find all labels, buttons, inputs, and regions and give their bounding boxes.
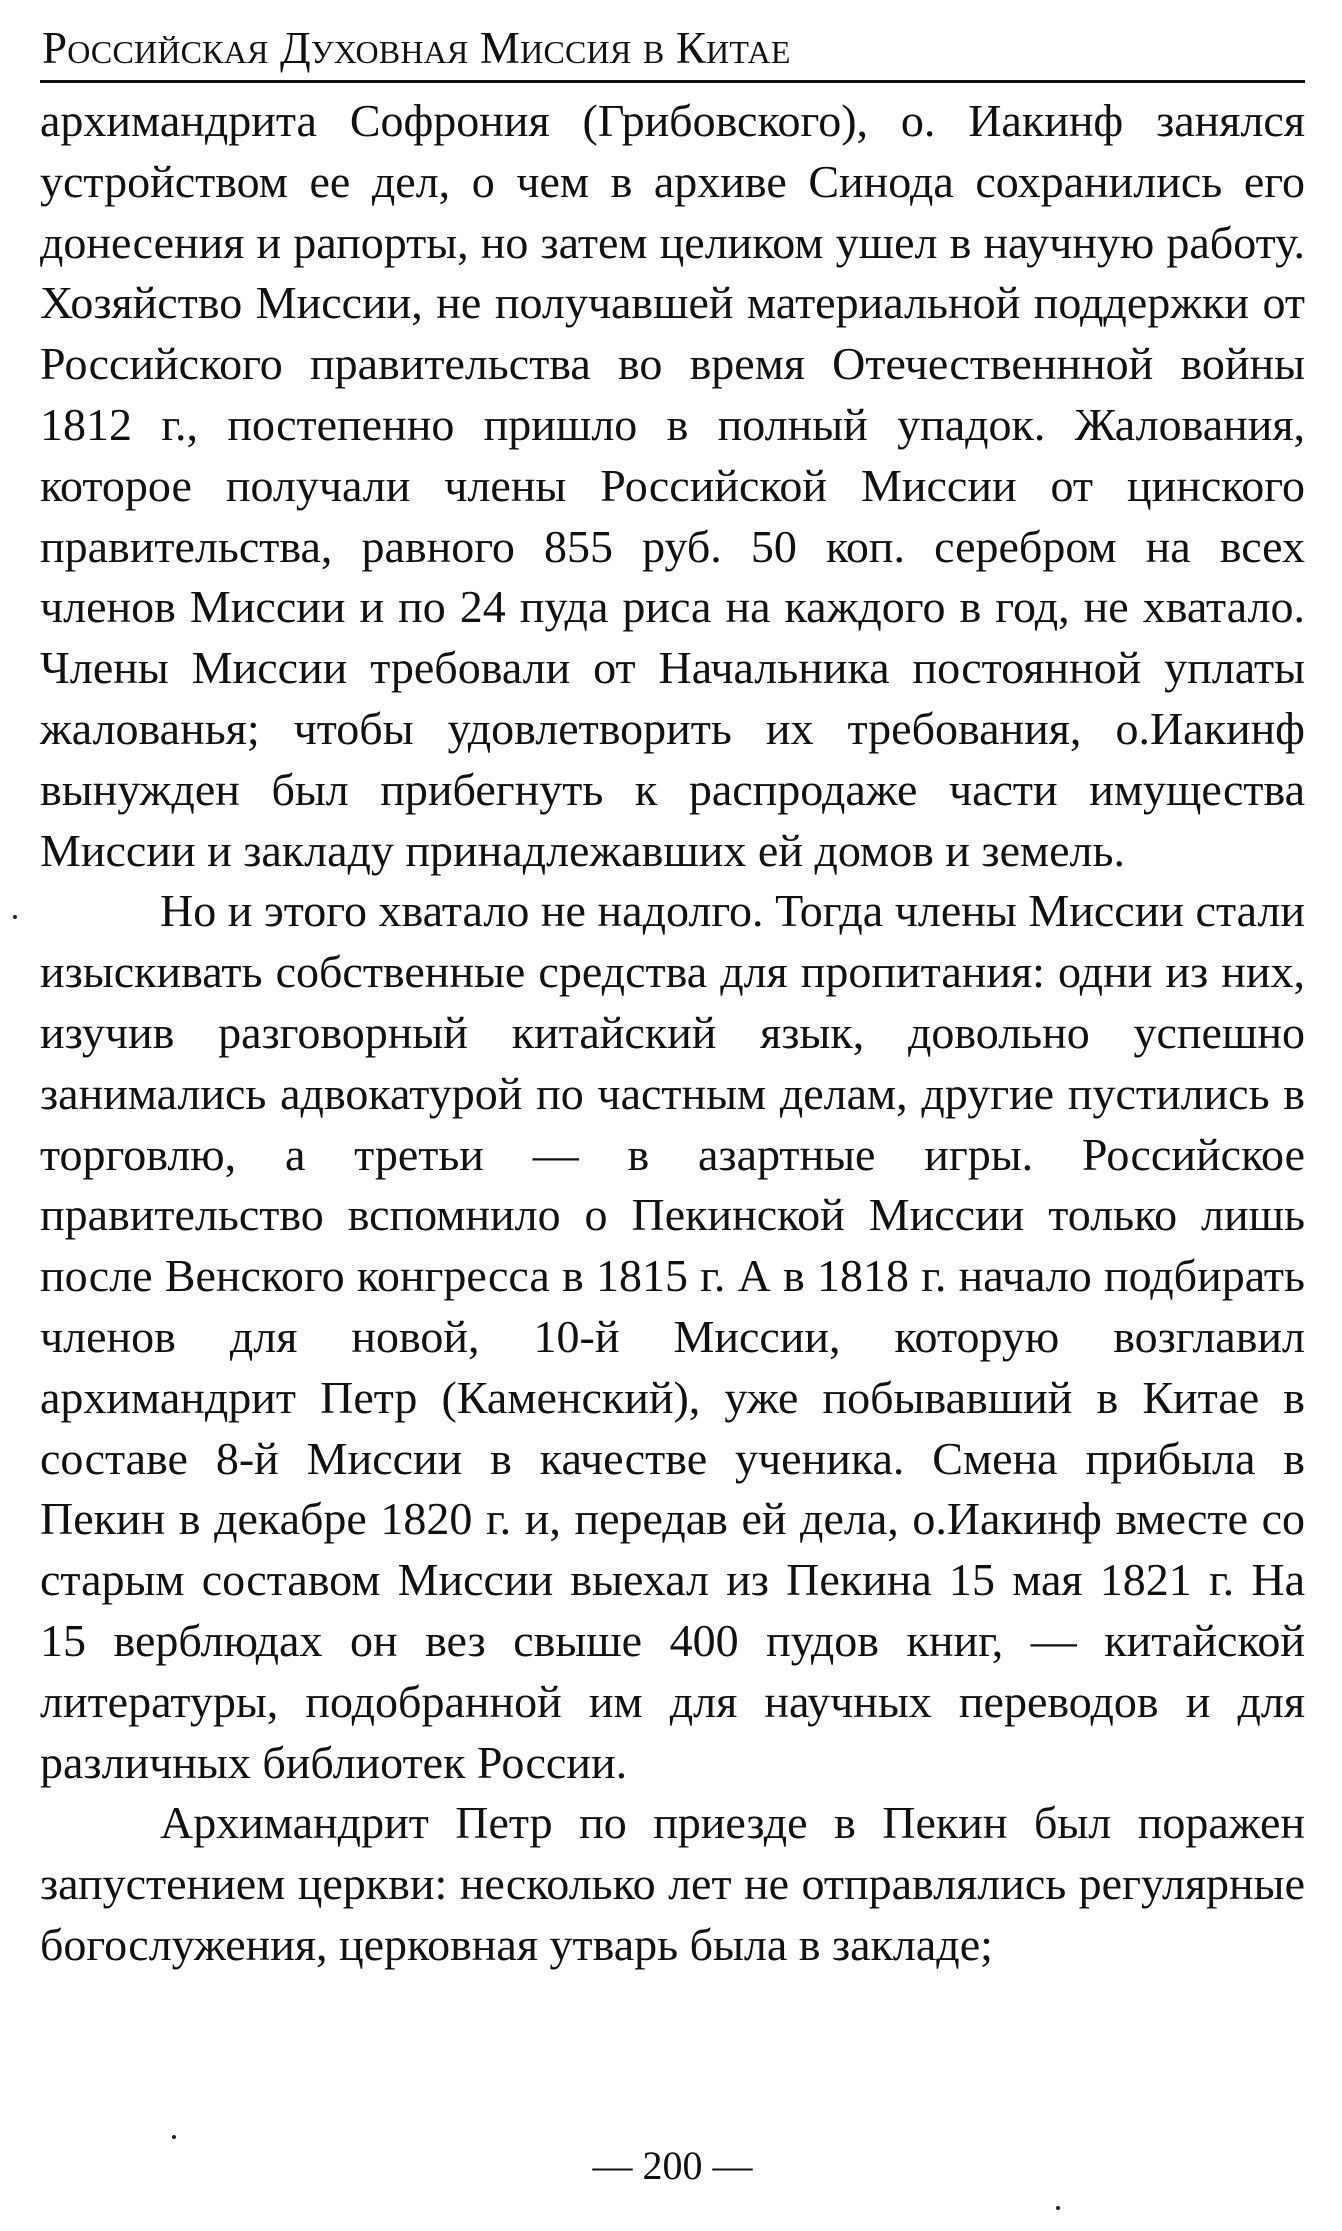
- book-page: [40, 22, 1305, 2212]
- scan-speck: [1056, 2206, 1060, 2210]
- scan-speck: [13, 915, 17, 919]
- running-head: Российская Духовная Миссия в Китае: [42, 23, 791, 73]
- paragraph: Но и этого хватало не надолго. Тогда члены Миссии стали изыскивать собственные средства для пропитания: одни из них, изучив разговорный китайский язык, довольно успешно занимались адвокатурой по частным делам, другие пустились в торговлю, а третьи — в азартные игры. Российское правительство вспомнило о Пекинской Миссии только лишь после Венского конгресса в 1815 г. А в 1818 г. начало подбирать членов для новой, 10-й Миссии, которую возглавил архимандрит Петр (Каменский), уже побывавший в Китае в составе 8-й Миссии в качестве ученика. Смена прибыла в Пекин в декабре 1820 г. и, передав ей дела, о.Иакинф вместе со старым составом Миссии выехал из Пекина 15 мая 1821 г. На 15 верблюдах он вез свыше 400 пудов книг, — китайской литературы, подобранной им для научных переводов и для различных библиотек России.: [40, 885, 1305, 1788]
- page-number: — 200 —: [592, 2143, 753, 2188]
- paragraph: Архимандрит Петр по приезде в Пекин был поражен запустением церкви: несколько лет не отправлялись регулярные богослужения, церковная утварь была в закладе;: [40, 1797, 1305, 1970]
- scan-speck: [172, 2135, 176, 2139]
- body-text: [40, 91, 1305, 1976]
- header-rule: [40, 80, 1305, 83]
- paragraph-continued: архимандрита Софрония (Грибовского), о. Иакинф занялся устройством ее дел, о чем в архиве Синода сохранились его донесения и рапорты, но затем целиком ушел в научную работу. Хозяйство Миссии, не получавшей материальной поддержки от Российского правительства во время Отечественнной войны 1812 г., постепенно пришло в полный упадок. Жалования, которое получали члены Российской Миссии от цинского правительства, равного 855 руб. 50 коп. серебром на всех членов Миссии и по 24 пуда риса на каждого в год, не хватало. Члены Миссии требовали от Начальника постоянной уплаты жалованья; чтобы удовлетворить их требования, о.Иакинф вынужден был прибегнуть к распродаже части имущества Миссии и закладу принадлежавших ей домов и земель.: [40, 95, 1305, 876]
